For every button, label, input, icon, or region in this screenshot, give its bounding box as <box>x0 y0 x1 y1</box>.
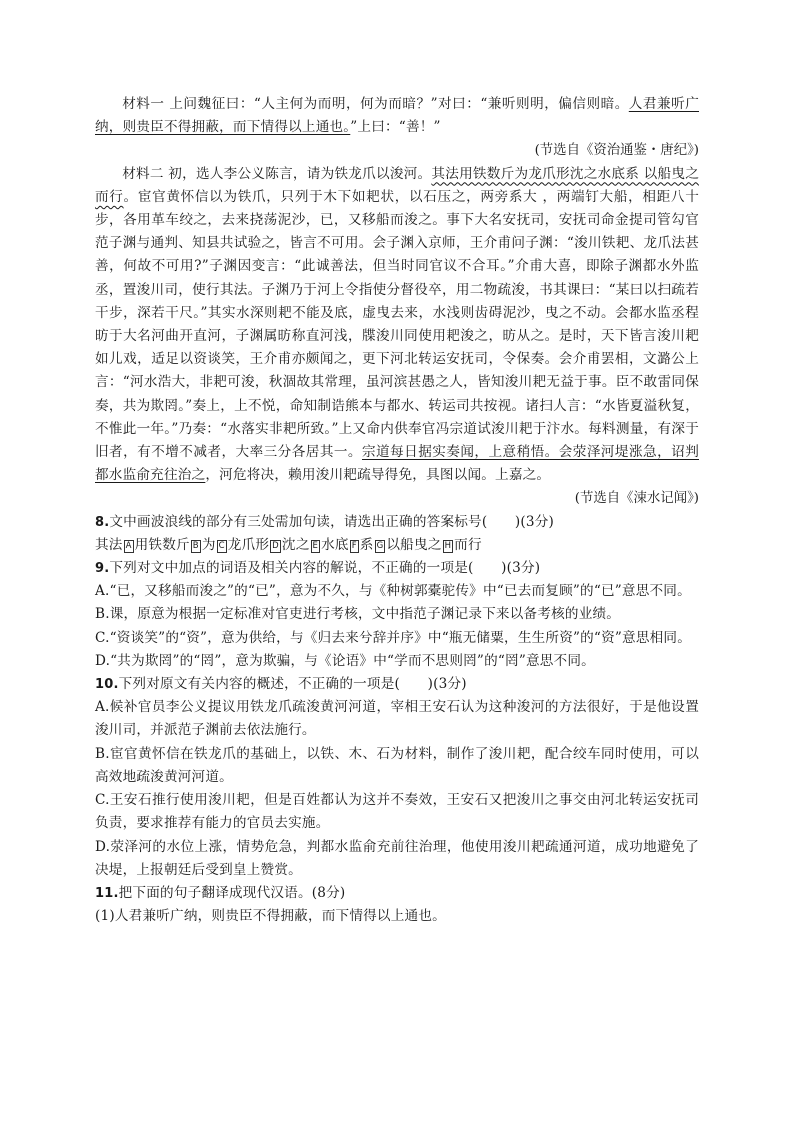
question-10-option-a: A.候补官员李公义提议用铁龙爪疏浚黄河河道，宰相王安石认为这种浚河的方法很好，于是他设置浚川司，并派范子渊前去依法施行。 <box>95 699 699 739</box>
question-11-number: 11. <box>95 885 119 901</box>
question-11-sub-1: (1)人君兼听广纳，则贵臣不得拥蔽，而下情得以上通也。 <box>95 908 446 925</box>
material-two-underlined: 宗道每日据实奏闻，上意稍悟。会荥泽河堤涨急，诏判都水监俞充往治之 <box>95 444 699 484</box>
q8-seg-f: 系 <box>359 536 374 553</box>
q8-seg-c: 龙爪形 <box>227 536 270 553</box>
q8-box-c: C <box>218 540 225 551</box>
q8-box-d: D <box>272 540 279 551</box>
material-one-end: ”上曰：“善！” <box>350 119 441 136</box>
question-9-option-a: A.“已，又移船而浚之”的“已”，意为不久，与《种树郭橐驼传》中“已去而复顾”的“已”意思不同。 <box>95 583 691 600</box>
question-8-number: 8. <box>95 514 110 530</box>
q8-seg-g: 以船曳之 <box>386 536 442 553</box>
question-9-option-c: C.“资谈笑”的“资”，意为供给，与《归去来兮辞并序》中“瓶无储粟，生生所资”的“资”意思相同。 <box>95 629 691 646</box>
document-body <box>95 93 699 928</box>
material-two-intro: 材料二 初，选人李公义陈言，请为铁龙爪以浚河。 <box>122 165 432 182</box>
question-10-number: 10. <box>95 677 119 693</box>
question-10-option-d: D.荥泽河的水位上涨，情势危急，判都水监俞充前往治理，他使用浚川耙疏通河道，成功地避免了决堤，上报朝廷后受到皇上赞赏。 <box>95 838 699 878</box>
material-two-source: (节选自《涑水记闻》) <box>574 491 699 507</box>
question-9-option-d: D.“共为欺罔”的“罔”，意为欺骗，与《论语》中“学而不思则罔”的“罔”意思不同。 <box>95 652 595 669</box>
material-two-wavy: 其法用铁数斤为龙爪形沈之水底系 以船曳之而行 <box>95 165 699 205</box>
question-9-number: 9. <box>95 561 110 577</box>
question-10 <box>95 673 699 696</box>
q8-seg-d: 沈之 <box>281 536 310 553</box>
material-one-text: 材料一 上问魏征曰：“人主何为而明，何为而暗？”对曰：“兼听则明，偏信则暗。 <box>122 96 629 112</box>
q8-seg-e: 水底 <box>321 536 349 553</box>
question-10-option-b: B.宦官黄怀信在铁龙爪的基础上，以铁、木、石为材料，制作了浚川耙，配合绞车同时使用，可以高效地疏浚黄河河道。 <box>95 745 699 785</box>
q8-seg-h: 而行 <box>454 536 482 553</box>
q8-seg-a: 用铁数斤 <box>134 536 190 553</box>
question-10-text: 下列对原文有关内容的概述，不正确的一项是( )(3分) <box>118 676 467 693</box>
question-9 <box>95 557 699 580</box>
material-one-source: (节选自《资治通鉴・唐纪》) <box>534 143 699 159</box>
material-two-end: ，河危将决，赖用浚川耙疏导得免，具图以闻。上嘉之。 <box>205 467 551 484</box>
q8-box-e: E <box>312 540 319 551</box>
material-two <box>95 163 699 488</box>
question-11 <box>95 882 699 905</box>
material-one <box>95 93 699 139</box>
question-8-text: 文中画波浪线的部分有三处需加句读，请选出正确的答案标号( )(3分) <box>109 513 555 530</box>
q8-seg-b: 为 <box>201 536 216 553</box>
question-9-option-b: B.课，原意为根据一定标准对官吏进行考核，文中指范子渊记录下来以备考核的业绩。 <box>95 606 621 623</box>
q8-box-f: F <box>351 540 357 551</box>
q8-seq-start: 其法 <box>95 536 123 553</box>
material-two-body: 。宦官黄怀信以为铁爪，只列于木下如耙状，以石压之，两旁系大 ，两端钉大船，相距八十步，各用革车绞之，去来挠荡泥沙，已，又移船而浚之。事下大名安抚司，安抚司命金提司管勾官范子渊与通判、知县共试验之，皆言不可用。会子渊入京师，王介甫问子渊：“浚川铁耙、龙爪法甚善，何故不可用?”子渊因变言：“此诚善法，但当时同官议不合耳。”介甫大喜，即除子渊都水外监丞，置浚川司，使行其法。子渊乃于河上令指使分督役卒，用二物疏浚，书其课曰：“某曰以扫疏若干步，深若干尺。”其实水深则耙不能及底，虚曳去来，水浅则齿碍泥沙，曳之不动。会都水监丞程昉于大名河曲开直河，子渊属昉称直河浅，牒浚川同使用耙浚之，昉从之。是时，天下皆言浚川耙如儿戏，适足以资谈笑，王介甫亦颇闻之，更下河北转运安抚司，令保奏。会介甫罢相，文潞公上言：“河水浩大，非耙可浚，秋涸故其常理，虽河滨甚愚之人，皆知浚川耙无益于事。臣不敢雷同保奏，共为欺罔。”奏上，上不悦，命知制诰熊本与都水、转运司共按视。诸扫人言：“水皆夏溢秋复，不惟此一年。”乃奏：“水落实非耙所致。”上又命内供奉官冯宗道试浚川耙于汴水。每料测量，有深于旧者，有不增不减者，大率三分各居其一。 <box>95 188 699 461</box>
question-10-option-c: C.王安石推行使用浚川耙，但是百姓都认为这并不奏效，王安石又把浚川之事交由河北转运安抚司负责，要求推荐有能力的官员去实施。 <box>95 792 699 832</box>
question-8 <box>95 511 699 534</box>
q8-box-g: G <box>376 540 384 551</box>
question-8-sequence <box>95 534 699 557</box>
question-11-text: 把下面的句子翻译成现代汉语。(8分) <box>118 884 346 901</box>
material-one-underlined: 人君兼听广纳，则贵臣不得拥蔽，而下情得以上通也。 <box>95 96 699 136</box>
q8-box-a: A <box>125 540 132 551</box>
q8-box-b: B <box>192 540 199 551</box>
q8-box-h: H <box>444 540 452 551</box>
question-9-text: 下列对文中加点的词语及相关内容的解说，不正确的一项是( )(3分) <box>109 560 541 577</box>
